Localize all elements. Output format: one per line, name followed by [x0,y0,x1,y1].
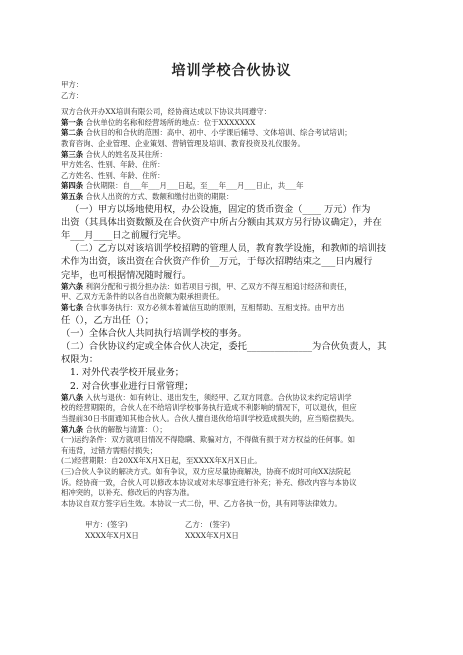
document-line [61,91,402,102]
document-line [61,314,402,327]
article-label: 第五条 [61,191,84,201]
document-line [61,478,402,489]
document-line [61,171,402,182]
article-label: 第三条 [61,149,84,159]
line-text: 完毕，也可根据情况随时履行。 [61,269,192,281]
line-text: (一)运约条件：双方就项目情况不得隐瞒、欺骗对方，不得做有损于对方权益的任何事。如 [61,435,356,445]
document-line [61,403,402,414]
document-line [61,80,402,91]
document-line [61,107,402,118]
line-text: 诉。经协商一致，合伙人可以修改本协议或对未尽事宜进行补充；补充、修改内容与本协议 [61,477,357,487]
document-line [61,269,402,282]
document-line [61,446,402,457]
document-title: 培训学校合伙协议 [171,63,292,79]
document-line [61,216,402,229]
line-text: （一）甲方以场地使用权，办公设施，固定的货币资金（____ 万元）作为 [70,203,371,215]
article-label: 第二条 [61,128,84,138]
document-line [61,435,402,446]
line-text: 2. 对合伙事业进行日常管理； [70,380,194,392]
article-label: 第一条 [61,117,84,127]
line-text: 利润分配和亏损分担办法：如若项目亏损，甲、乙双方不得互相追讨经济和责任， [83,281,352,291]
document-line [61,467,402,478]
document-line [61,488,402,499]
line-text: 甲方姓名、性别、年龄、住所： [61,160,165,170]
document-body [61,80,402,541]
signature-left: XXXX年X月X日 [85,530,139,540]
document-line [61,192,402,203]
document-line [61,292,402,303]
line-text: 乙方姓名、性别、年龄、住所： [61,170,165,180]
document-line [61,139,402,150]
line-text: 教育咨询、企业管理、企业策划、营销管理及培训、教育投资及礼仪服务。 [61,138,305,148]
article-label: 第六条 [61,281,84,291]
line-text: （二）乙方以对该培训学校招聘的管理人员，教育教学设施，和教师的培训技 [70,243,387,255]
line-text: 合伙目的和合伙的范围：高中、初中、小学课后辅导、文体培训、综合考试培训； [83,128,352,138]
document-line [61,499,402,510]
line-text: 合伙的解散与清算：（）； [83,424,167,434]
document-line [61,128,402,139]
line-text: 出资（其具体出资数额及在合伙资产中所占分额由其双方另行协议确定），并在 [61,216,382,228]
line-text: （一）全体合伙人共同执行培训学校的事务。 [61,327,247,339]
document-line [61,380,402,393]
document-line [61,456,402,467]
line-text: 双方合伙开办XX培训有限公司，经协商达成以下协议共同遵守： [61,107,272,117]
document-line [61,150,402,161]
document-line [61,160,402,171]
line-text: (三)合伙人争议的解决方式。如有争议，双方应尽量协商解决，协商不成时可向XX法院起 [61,466,351,476]
line-text: 有违背，过错方需赔付损失； [61,445,158,455]
article-label: 第八条 [61,392,84,402]
document-line [61,366,402,379]
document-line [61,181,402,192]
document-line [61,282,402,293]
line-text: 合伙人出资的方式、数额和缴付出资的期限： [83,191,234,201]
line-text: 乙方： [61,90,84,100]
signature-left: 甲方：(签字) [85,520,128,530]
document-line [61,118,402,129]
line-text: 校的经营期限的，合伙人在不给培训学校事务执行造成不利影响的情况下，可以退伙，但应 [61,403,357,413]
line-text: 本协议自双方签字后生效。本协议一式二份，甲、乙方各执一份，具有同等法律效力。 [61,498,342,508]
signature-right: XXXX年X月X日 [185,530,239,540]
document-line [61,255,402,268]
line-text: 合伙事务执行：双方必须本着诚信互助的原则，互相帮助、互相支持。由甲方出 [83,302,345,312]
article-label: 第七条 [61,302,84,312]
document-line [61,340,402,353]
signature-row [61,531,402,542]
line-text: 入伙与退伙：如有转让、退出发生，须经甲、乙双方同意。合伙协议未约定培训学 [83,392,352,402]
line-text: 合伙单位的名称和经营场所的地点：位于XXXXXXX [83,117,256,127]
document-line [61,414,402,425]
signature-row [61,520,402,531]
line-text: 年___月____日之前履行完毕。 [61,229,187,241]
line-text: 合伙期限：自___年___月___日起，至___年___月___日止，共___年 [83,181,304,191]
document-line [61,327,402,340]
line-text: 术作为出资，该出资在合伙资产作价__万元，于每次招聘结束之___日内履行 [61,256,373,268]
line-text: （二）合伙协议约定或全体合伙人决定，委托______________为合伙负责人，其 [61,340,387,352]
line-text: 相冲突的，以补充、修改后的内容为准。 [61,488,195,498]
article-label: 第四条 [61,181,84,191]
document-line [61,303,402,314]
line-text: 合伙人的姓名及其住所： [83,149,167,159]
line-text: 甲方： [61,80,84,89]
document-line [61,393,402,404]
article-label: 第九条 [61,424,84,434]
signature-right: 乙方： (签字) [185,520,231,530]
line-text: 任（），乙方出任（）； [61,314,154,326]
line-text: (二)经营期限：自20XX年X月X日起，至XXXX年X月X日止。 [61,456,262,466]
line-text: 权限为： [61,354,99,366]
document-line [61,229,402,242]
line-text: 1. 对外代表学校开展业务； [70,367,185,379]
document-line [61,353,402,366]
line-text: 甲、乙双方无条件的以各自出资额为限承担责任。 [61,292,224,302]
line-text: 当提前30日书面通知其他合伙人。合伙人擅自退伙给培训学校造成损失的，应当赔偿损失。 [61,413,359,423]
document-line [61,242,402,255]
document-line [61,203,402,216]
document-line [61,425,402,436]
